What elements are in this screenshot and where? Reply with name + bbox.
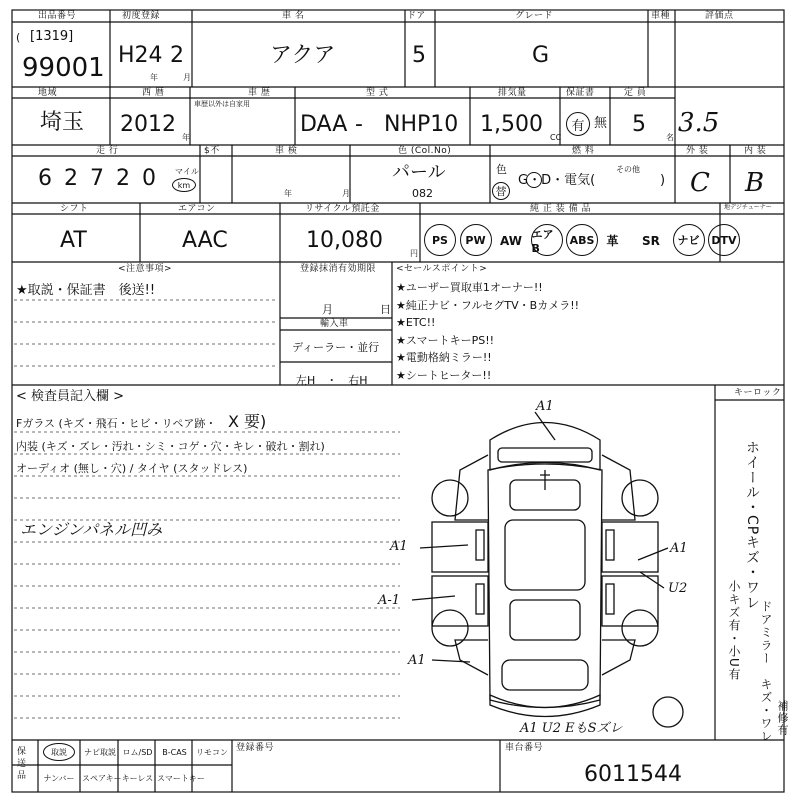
notes-line1: ★取説・保証書 後送!! (16, 283, 156, 298)
equipment-item: ABS (566, 224, 598, 256)
warranty-no: 無 (594, 116, 608, 131)
mark-right-rear: U2 (668, 581, 688, 596)
grade-label: グレード (515, 11, 554, 21)
area-label: 地域 (38, 88, 58, 98)
model-year-unit: 年 (182, 133, 190, 142)
equipment-item: ナビ (673, 224, 705, 256)
supply-item: リモコン (196, 748, 228, 757)
keylock-label: キーロック (734, 388, 782, 398)
interior-condition-line: 内装 (キズ・ズレ・汚れ・シミ・コゲ・穴・キレ・破れ・割れ) (16, 440, 325, 453)
reg-no-label: 登録番号 (236, 743, 275, 753)
color-label: 色 (Col.No) (398, 146, 452, 156)
exterior-grade: C (690, 168, 710, 198)
supply-label: 保送品 (17, 747, 27, 781)
history-label: 車 歴 (248, 88, 271, 98)
model-year-value: 2012 (120, 112, 176, 137)
displacement-unit: CC (550, 133, 562, 142)
recycle-value: 10,080 (306, 228, 383, 253)
warranty-yes: 有 (566, 112, 590, 136)
selling-points-title: <セールスポイント> (396, 264, 488, 274)
mark-right-front: A1 (670, 541, 688, 556)
inspector-title: < 検査員記入欄 > (16, 389, 125, 404)
side-note-col3: 小キズ有・小U有 (727, 580, 741, 681)
equipment-item: PS (424, 224, 456, 256)
color-code: 082 (412, 187, 433, 200)
bottom-handwritten-note: A1 U2 EもSズレ (520, 721, 623, 736)
selling-point-item: ★電動格納ミラー!! (396, 351, 492, 364)
inspection-month-unit: 月 (342, 189, 350, 198)
grade-value: G (532, 43, 550, 68)
model-label: 型 式 (366, 88, 389, 98)
supply-item: ナビ取説 (84, 748, 116, 757)
km-unit: km (172, 178, 196, 192)
chassis-number: 6011544 (584, 762, 682, 787)
shift-value: AT (60, 228, 87, 253)
area-value: 埼玉 (40, 110, 85, 135)
shift-label: シフト (60, 204, 89, 214)
fuel-options: G・D・電気( (518, 173, 596, 188)
mark-left-front: A1 (390, 539, 408, 554)
capacity-label: 定 員 (624, 88, 647, 98)
registration-month: 月 (322, 303, 333, 316)
car-name: アクア (270, 43, 336, 68)
lot-prefix: ( (16, 31, 21, 44)
first-reg-month: 2 (170, 43, 184, 68)
model-prefix: DAA (300, 112, 348, 137)
selling-point-item: ★純正ナビ・フルセグTV・Bカメラ!! (396, 298, 580, 312)
aircon-value: AAC (182, 228, 228, 253)
mileage-digit: 2 (116, 166, 130, 191)
supply-item: キーレス (121, 774, 154, 783)
mileage-digit: 7 (90, 166, 104, 191)
color-tag: 色 (496, 163, 507, 176)
supply-item: スマートキー (157, 774, 205, 783)
doors-label: ドア (407, 11, 426, 21)
fglass-mark: X 要) (228, 412, 267, 431)
exterior-label: 外 装 (686, 146, 709, 156)
capacity-value: 5 (632, 112, 646, 137)
displacement-value: 1,500 (480, 112, 543, 137)
supply-item: B-CAS (162, 748, 187, 757)
model-year-label: 西 暦 (142, 88, 165, 98)
first-reg-year-unit: 年 (150, 73, 158, 82)
meter-change-label: $不 (204, 146, 220, 156)
supply-item: 取説 (51, 748, 67, 757)
history-note: 車歴以外は自家用 (194, 100, 250, 108)
first-reg-label: 初度登録 (122, 11, 161, 21)
side-note-col1: ホイール・CPキズ・ワレ (744, 440, 760, 611)
supply-item: ロム/SD (122, 748, 153, 757)
interior-grade: B (745, 168, 765, 198)
lot-number: 99001 (22, 53, 105, 83)
equipment-item: PW (460, 224, 492, 256)
first-reg-era: H24 (118, 43, 163, 68)
aircon-label: エアコン (178, 204, 216, 214)
model-dash: - (355, 112, 363, 137)
side-note-col4: 補修有 (776, 700, 789, 736)
equipment-item: SR (642, 234, 660, 248)
interior-label: 内 装 (744, 146, 767, 156)
supply-item: スペアキー (82, 774, 122, 783)
equipment-item: AW (500, 234, 522, 248)
miles-unit: マイル (175, 167, 199, 176)
fuel-label: 燃 料 (572, 146, 595, 156)
mileage-digit: 0 (142, 166, 156, 191)
model-code: NHP10 (384, 112, 459, 137)
fuel-gasoline-circle (526, 172, 542, 188)
inspection-label: 車 検 (275, 146, 298, 156)
first-reg-month-unit: 月 (183, 73, 191, 82)
import-dealer: ディーラー・並行 (292, 341, 380, 354)
chassis-label: 車台番号 (505, 743, 544, 753)
rating-label: 評価点 (705, 11, 734, 21)
equipment-item: DTV (708, 224, 740, 256)
selling-point-item: ★ETC!! (396, 316, 436, 329)
side-note-col2: ドアミラー キズ・ワレ (759, 600, 773, 743)
supply-manual-circle (43, 743, 75, 761)
color-name: パール (392, 162, 446, 183)
doors-value: 5 (412, 43, 426, 68)
equipment-item: エアB (531, 224, 563, 256)
supply-item: ナンバー (43, 774, 75, 783)
warranty-label: 保証書 (566, 88, 595, 98)
selling-point-item: ★シートヒーター!! (396, 368, 492, 382)
steering-side: 左H ・ 右H (296, 374, 368, 387)
fuel-other: その他 (616, 165, 640, 174)
registration-title: 登録抹消有効期限 (300, 264, 377, 274)
inspection-year-unit: 年 (284, 189, 292, 198)
recycle-unit: 円 (410, 249, 418, 258)
mark-left-bottom: A1 (408, 653, 426, 668)
audio-tire-line: オーディオ (無し・穴) / タイヤ (スタッドレス) (16, 462, 248, 475)
options-label: 純 正 装 備 品 (530, 204, 591, 214)
mileage-digit: 6 (38, 166, 52, 191)
rating-value: 3.5 (678, 108, 720, 138)
fuel-close: ) (660, 173, 666, 188)
category-label: 車種 (651, 11, 671, 21)
color-change: 替 (492, 182, 510, 200)
memory-nav-label: 地デジチューナー (724, 204, 772, 211)
fglass-line: Fガラス (キズ・飛石・ヒビ・リペア跡・ (16, 417, 217, 430)
lot-code: [1319] (30, 29, 74, 44)
recycle-label: リサイクル預託金 (305, 204, 380, 214)
displacement-label: 排気量 (498, 88, 527, 98)
equipment-item: 革 (606, 234, 619, 248)
mark-top: A1 (536, 399, 554, 414)
car-name-label: 車 名 (282, 11, 305, 21)
mark-left-rear: A-1 (378, 593, 401, 608)
notes-title: <注意事項> (118, 264, 173, 274)
selling-point-item: ★スマートキーPS!! (396, 333, 495, 347)
import-title: 輸入車 (320, 319, 349, 329)
mileage-label: 走 行 (96, 146, 119, 156)
registration-day: 日 (380, 303, 391, 316)
handwritten-remark: エンジンパネル凹み (20, 520, 163, 539)
capacity-unit: 名 (666, 133, 674, 142)
selling-point-item: ★ユーザー買取車1オーナー!! (396, 281, 543, 294)
lot-label: 出品番号 (38, 11, 77, 21)
mileage-digit: 2 (64, 166, 78, 191)
